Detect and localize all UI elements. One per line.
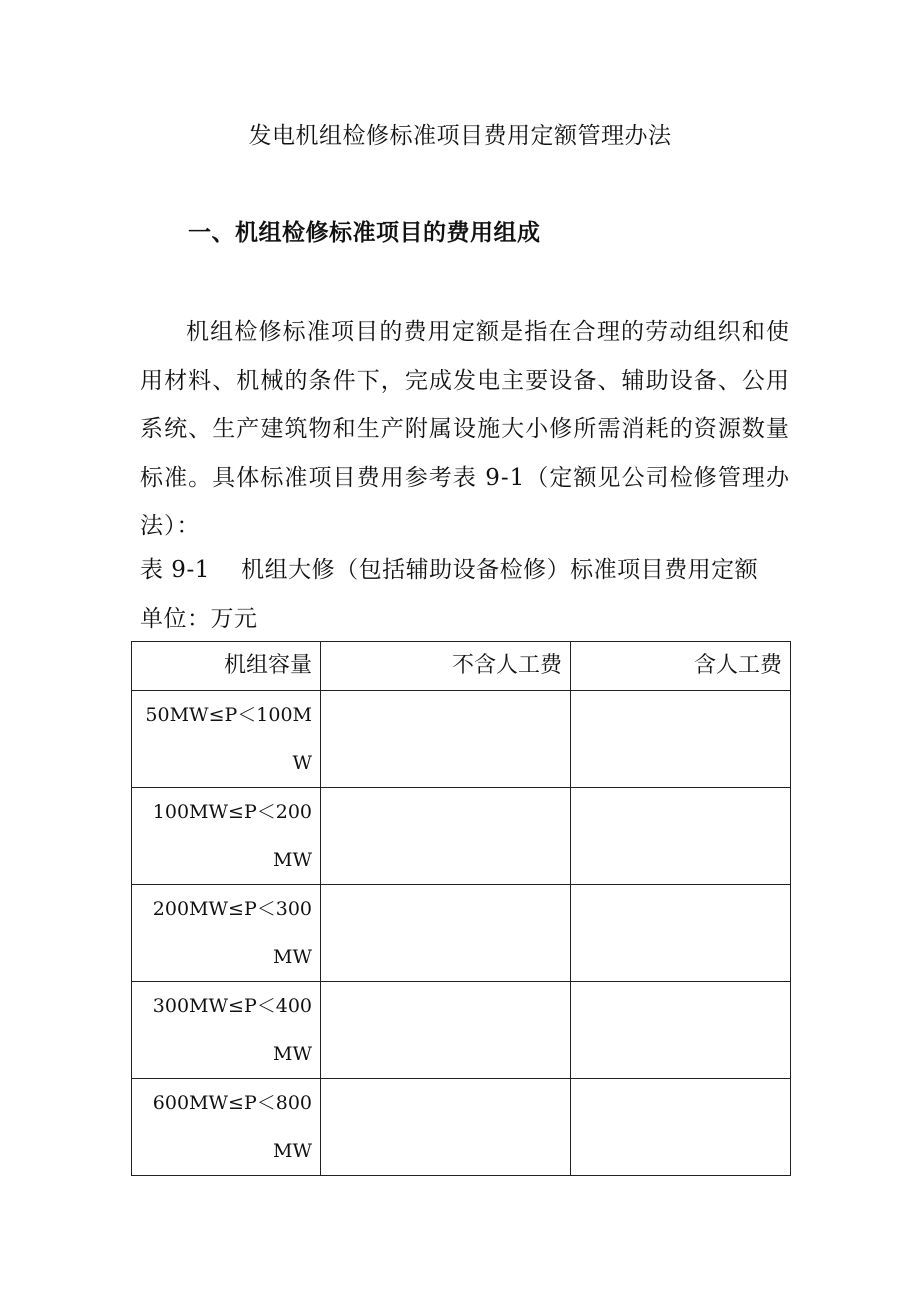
- table-row: [132, 982, 791, 1079]
- with-labor-cell: [571, 885, 791, 982]
- unit-label: 单位：万元: [140, 606, 258, 632]
- without-labor-cell: [321, 1079, 571, 1176]
- section-heading: 一、机组检修标准项目的费用组成: [188, 219, 541, 246]
- without-labor-cell: [321, 885, 571, 982]
- capacity-cell: 200MW≤P＜300MW: [132, 885, 321, 982]
- capacity-cell: 600MW≤P＜800MW: [132, 1079, 321, 1176]
- table-header-row: [132, 642, 791, 691]
- cost-quota-table: [131, 641, 791, 1176]
- table-row: [132, 788, 791, 885]
- table-caption: 表 9-1 机组大修（包括辅助设备检修）标准项目费用定额: [140, 557, 759, 583]
- table-row: [132, 691, 791, 788]
- document-title: 发电机组检修标准项目费用定额管理办法: [248, 123, 672, 149]
- capacity-cell: 50MW≤P＜100MW: [132, 691, 321, 788]
- header-capacity: 机组容量: [132, 642, 321, 691]
- with-labor-cell: [571, 1079, 791, 1176]
- without-labor-cell: [321, 691, 571, 788]
- capacity-cell: 100MW≤P＜200MW: [132, 788, 321, 885]
- table-row: [132, 1079, 791, 1176]
- with-labor-cell: [571, 788, 791, 885]
- with-labor-cell: [571, 982, 791, 1079]
- table-row: [132, 885, 791, 982]
- without-labor-cell: [321, 982, 571, 1079]
- header-without-labor: 不含人工费: [321, 642, 571, 691]
- capacity-cell: 300MW≤P＜400MW: [132, 982, 321, 1079]
- with-labor-cell: [571, 691, 791, 788]
- header-with-labor: 含人工费: [571, 642, 791, 691]
- body-paragraph: 机组检修标准项目的费用定额是指在合理的劳动组织和使用材料、机械的条件下，完成发电主要设备、辅助设备、公用系统、生产建筑物和生产附属设施大小修所需消耗的资源数量标准。具体标准项目费用参考表 9-1（定额见公司检修管理办法）：: [140, 319, 790, 539]
- without-labor-cell: [321, 788, 571, 885]
